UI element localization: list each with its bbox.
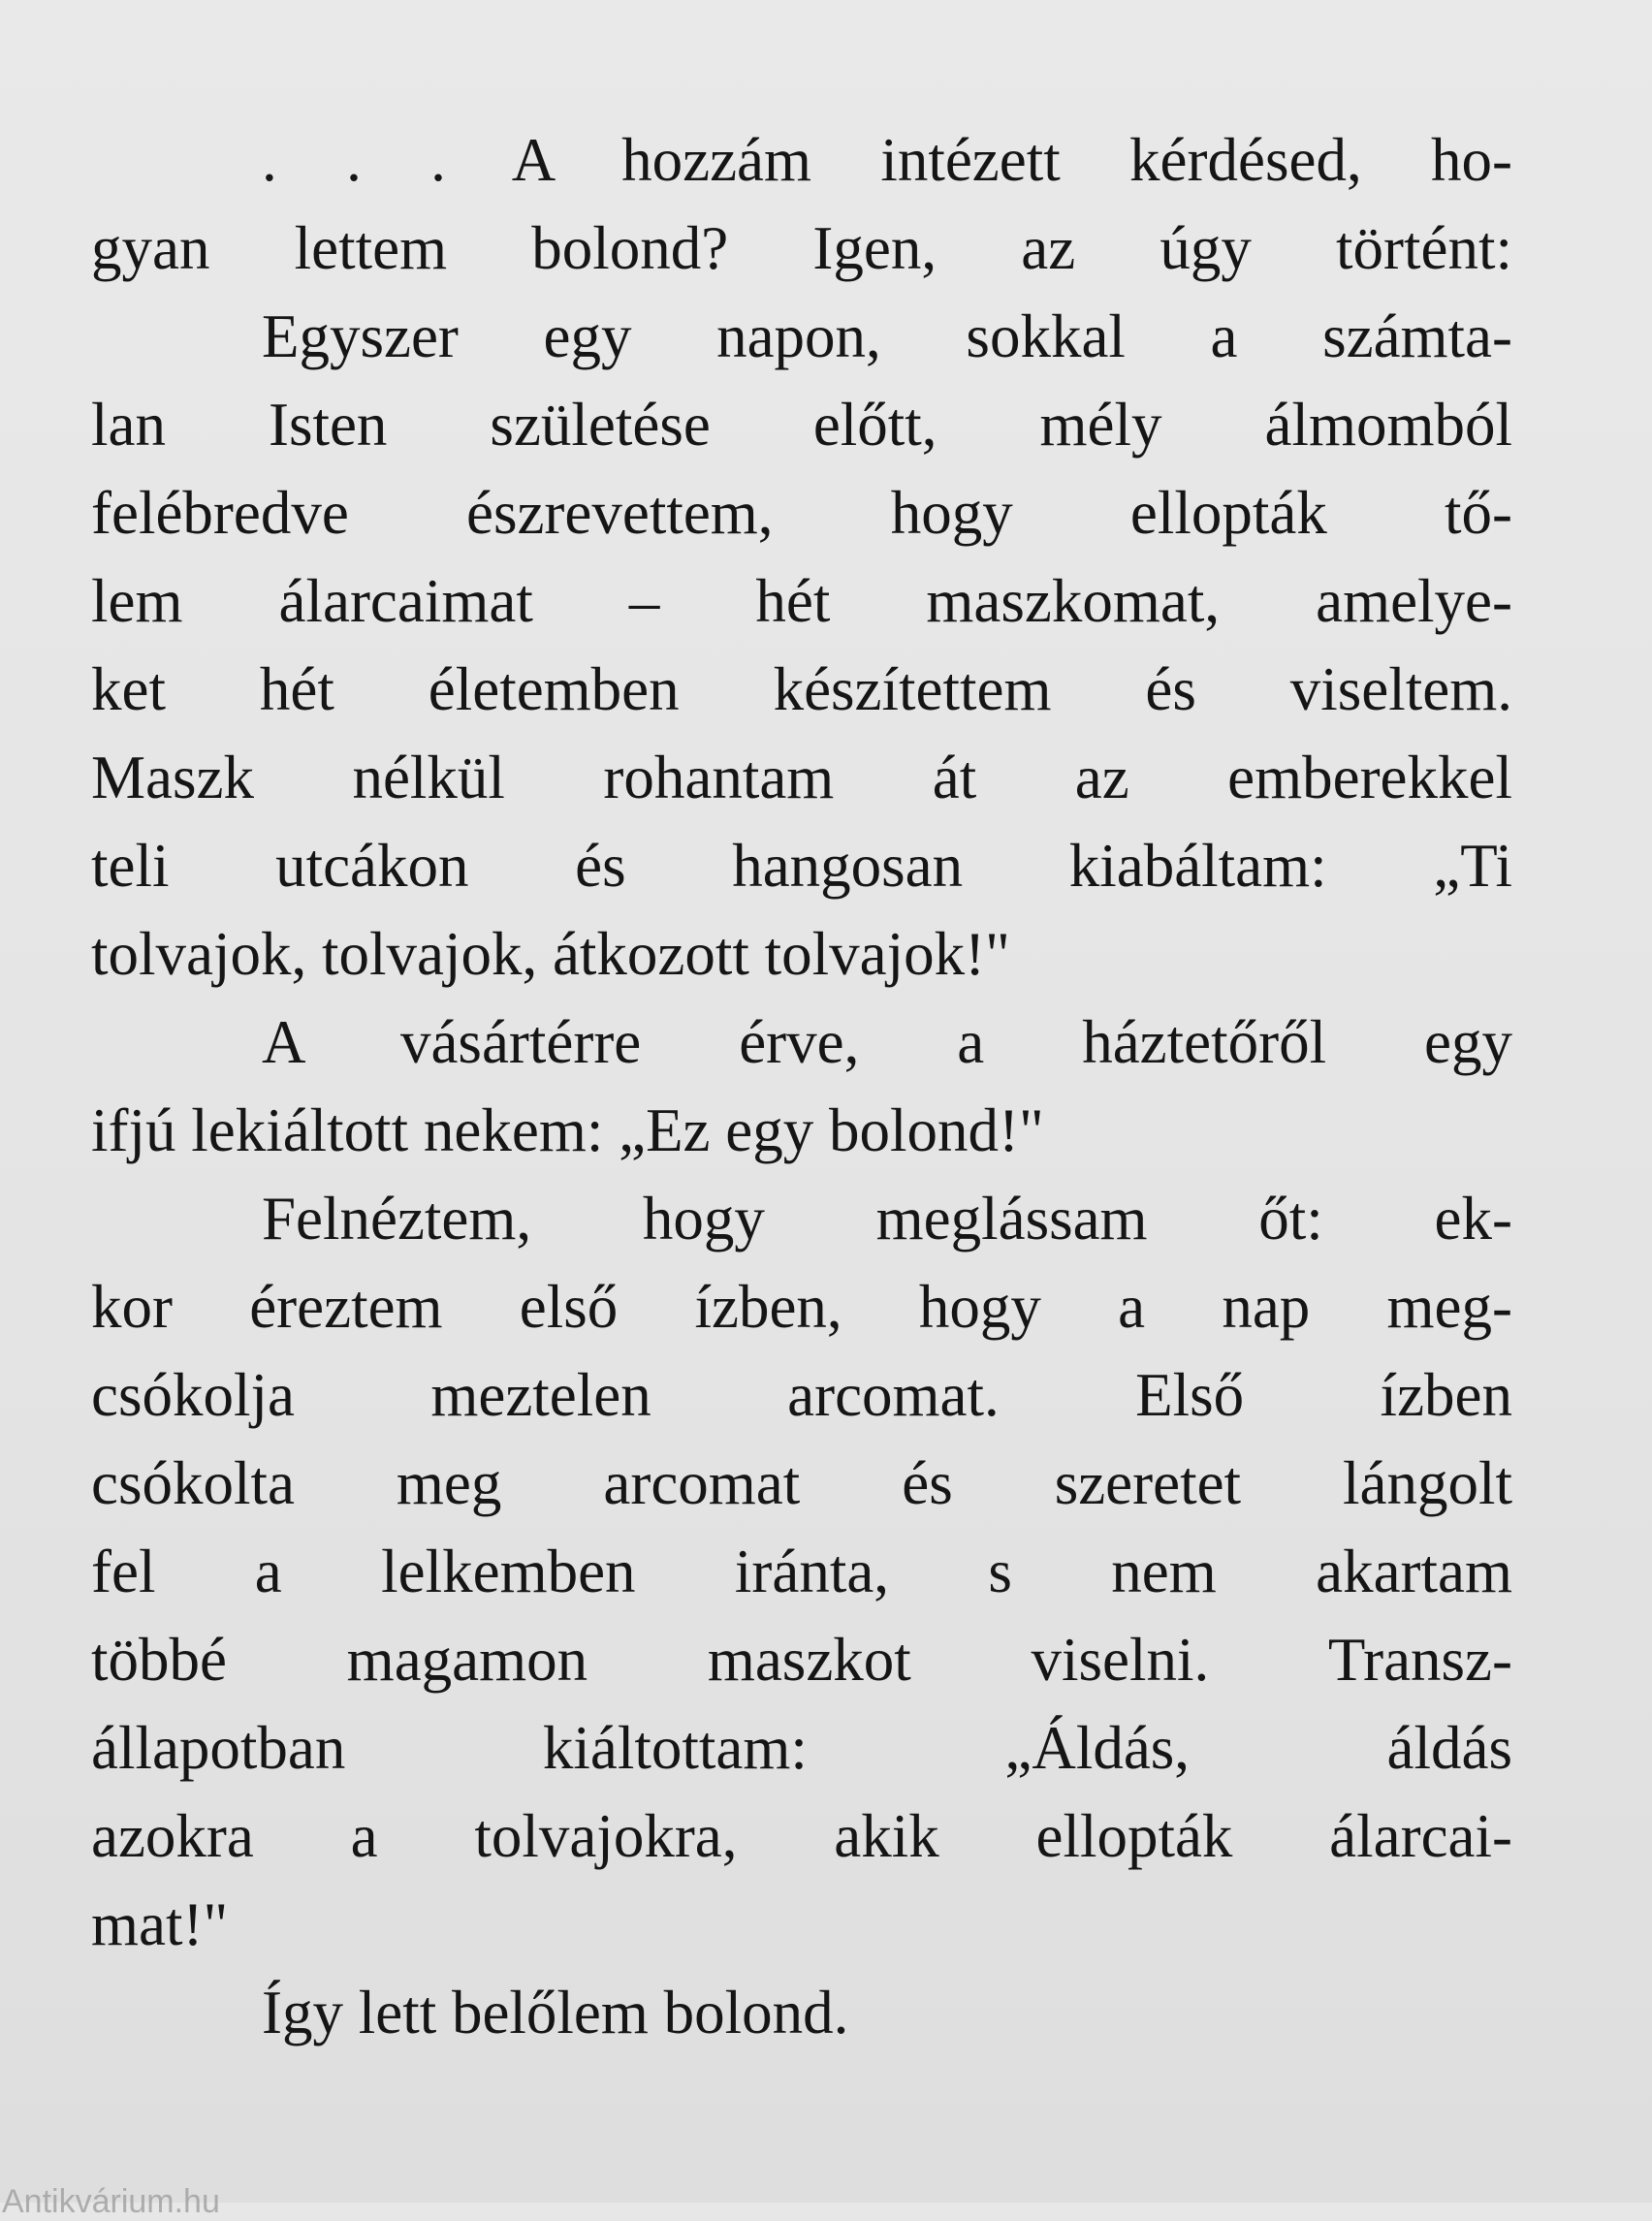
text-line: A vásártérre érve, a háztetőről egy: [262, 1008, 1512, 1076]
text-line: gyan lettem bolond? Igen, az úgy történt:: [91, 214, 1512, 282]
text-line: ket hét életemben készítettem és viseltem.: [91, 655, 1512, 723]
text-line: kor éreztem első ízben, hogy a nap meg-: [91, 1273, 1512, 1341]
text-line: lan Isten születése előtt, mély álmomból: [91, 391, 1512, 459]
text-line: Maszk nélkül rohantam át az emberekkel: [91, 744, 1512, 811]
watermark: Antikvárium.hu: [2, 2183, 220, 2220]
text-line: Egyszer egy napon, sokkal a számta-: [262, 302, 1512, 370]
text-line: csókolja meztelen arcomat. Első ízben: [91, 1361, 1512, 1429]
text-line: lem álarcaimat – hét maszkomat, amelye-: [91, 567, 1512, 635]
text-line: állapotban kiáltottam: „Áldás, áldás: [91, 1714, 1512, 1782]
text-line: többé magamon maszkot viselni. Transz-: [91, 1626, 1512, 1694]
text-line: Így lett belőlem bolond.: [262, 1979, 849, 2046]
text-line: . . . A hozzám intézett kérdésed, ho-: [262, 126, 1512, 194]
text-body: [91, 116, 1512, 2057]
text-line: fel a lelkemben iránta, s nem akartam: [91, 1538, 1512, 1605]
text-line: mat!": [91, 1890, 229, 1958]
text-line: azokra a tolvajokra, akik ellopták álarcai-: [91, 1802, 1512, 1870]
text-line: tolvajok, tolvajok, átkozott tolvajok!": [91, 920, 1010, 988]
text-line: csókolta meg arcomat és szeretet lángolt: [91, 1449, 1512, 1517]
text-line: ifjú lekiáltott nekem: „Ez egy bolond!": [91, 1096, 1044, 1164]
text-line: Felnéztem, hogy meglássam őt: ek-: [262, 1185, 1512, 1253]
text-line: felébredve észrevettem, hogy ellopták tő-: [91, 479, 1512, 547]
text-line: teli utcákon és hangosan kiabáltam: „Ti: [91, 832, 1512, 900]
